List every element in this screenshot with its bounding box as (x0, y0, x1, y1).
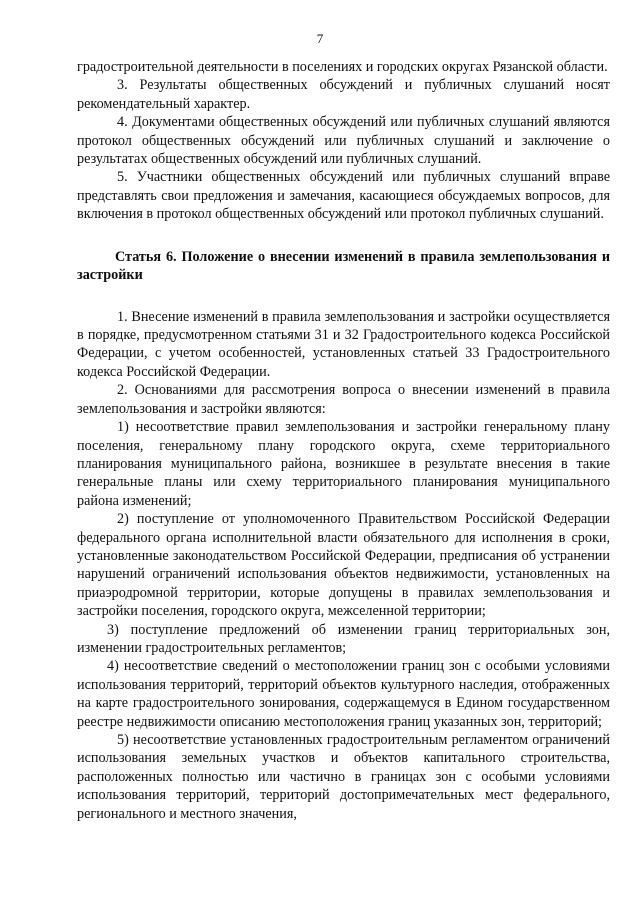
article-paragraph-2: 2. Основаниями для рассмотрения вопроса о внесении изменений в правила землепользования и застройки являются: (77, 382, 610, 417)
document-body (77, 58, 610, 823)
list-item-1: 1) несоответствие правил землепользования и застройки генеральному плану поселения, генеральному плану городского округа, схеме территориального планирования муниципального района, возникшее в результате внесения в такие генеральные планы или схему территориального планирования муниципального района изменений; (77, 419, 610, 509)
article-heading: Статья 6. Положение о внесении изменений в правила землепользования и застройки (77, 248, 610, 283)
list-item-3: 3) поступление предложений об изменении границ территориальных зон, изменении градостроительных регламентов; (77, 621, 610, 656)
list-item-2: 2) поступление от уполномоченного Правительством Российской Федерации федерального органа исполнительной власти обязательного для исполнения в сроки, установленные законодательством Российской Федерации, предписания об устранении нарушений ограничений использования объектов недвижимости, установленных на приаэродромной территории, которые допущены в правилах землепользования и застройки поселения, городского округа, межселенной территории; (77, 511, 610, 620)
paragraph-3: 3. Результаты общественных обсуждений и публичных слушаний носят рекомендательный характер. (77, 77, 610, 112)
page-number: 7 (316, 31, 324, 46)
article-paragraph-1: 1. Внесение изменений в правила землепользования и застройки осуществляется в порядке, предусмотренном статьями 31 и 32 Градостроительного кодекса Российской Федерации, с учетом особенностей, установленных статьей 33 Градостроительного кодекса Российской Федерации. (77, 308, 610, 380)
paragraph-4: 4. Документами общественных обсуждений или публичных слушаний являются протокол общественных обсуждений или публичных слушаний и заключение о результатах общественных обсуждений или публичных слушаний. (77, 114, 610, 168)
paragraph-5: 5. Участники общественных обсуждений или публичных слушаний вправе представлять свои предложения и замечания, касающиеся обсуждаемых вопросов, для включения в протокол общественных обсуждений или протокол публичных слушаний. (77, 169, 610, 223)
list-item-5: 5) несоответствие установленных градостроительным регламентом ограничений использования земельных участков и объектов капитального строительства, расположенных полностью или частично в границах зон с особыми условиями использования территорий, территорий достопримечательных мест федерального, регионального и местного значения, (77, 732, 610, 822)
paragraph-continuation: градостроительной деятельности в поселениях и городских округах Рязанской области. (77, 59, 608, 75)
list-item-4: 4) несоответствие сведений о местоположении границ зон с особыми условиями использования территорий, территорий объектов культурного наследия, отображенных на карте градостроительного зонирования, содержащемуся в Едином государственном реестре недвижимости описанию местоположения границ указанных зон, территорий; (77, 658, 610, 730)
